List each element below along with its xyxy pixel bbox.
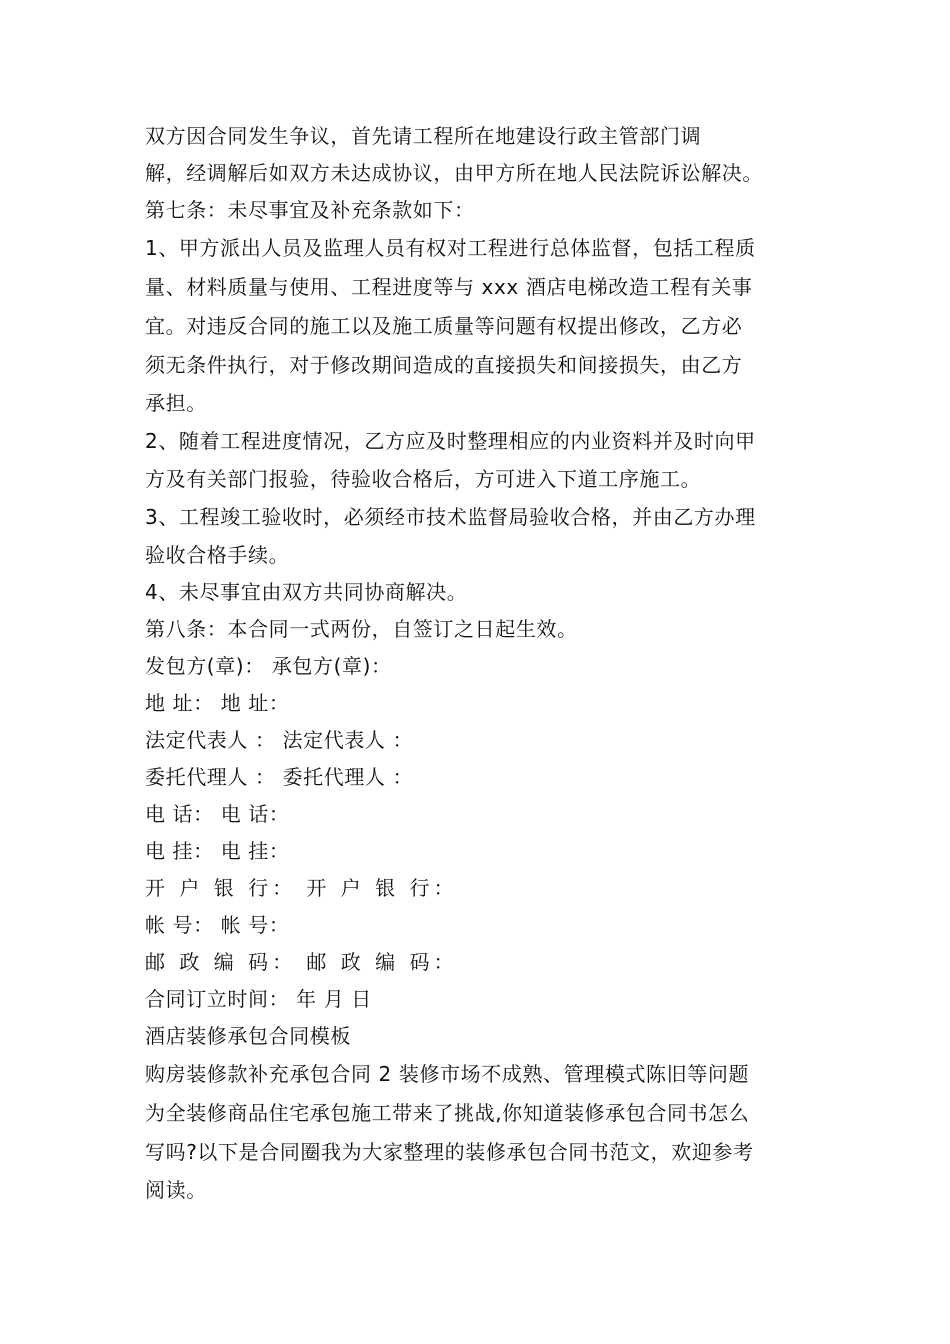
clause-3-line-2: 验收合格手续。 — [145, 543, 290, 567]
clause-2-line-1: 2、随着工程进度情况，乙方应及时整理相应的内业资料并及时向甲 — [145, 429, 756, 453]
clause-1-line-5: 承担。 — [145, 391, 207, 415]
intro-line-3: 写吗?以下是合同圈我为大家整理的装修承包合同书范文，欢迎参考 — [145, 1140, 754, 1164]
clause-3-line-1: 3、工程竣工验收时，必须经市技术监督局验收合格，并由乙方办理 — [145, 505, 756, 529]
telegraph-line: 电 挂： 电 挂： — [145, 839, 290, 863]
clause-1-line-2: 量、材料质量与使用、工程进度等与 xxx 酒店电梯改造工程有关事 — [145, 275, 753, 299]
clause-1-line-1: 1、甲方派出人员及监理人员有权对工程进行总体监督，包括工程质 — [145, 236, 756, 260]
party-seal-line: 发包方(章)： 承包方(章)： — [145, 654, 392, 678]
address-line: 地 址： 地 址： — [145, 691, 290, 715]
template-title: 酒店装修承包合同模板 — [145, 1024, 351, 1048]
intro-line-1: 购房装修款补充承包合同 2 装修市场不成熟、管理模式陈旧等问题 — [145, 1062, 750, 1086]
postcode-line: 邮 政 编 码： 邮 政 编 码： — [145, 950, 458, 974]
article-8-line: 第八条：本合同一式两份，自签订之日起生效。 — [145, 617, 578, 641]
clause-2-line-2: 方及有关部门报验，待验收合格后，方可进入下道工序施工。 — [145, 467, 702, 491]
text-line-1: 双方因合同发生争议，首先请工程所在地建设行政主管部门调 — [145, 124, 702, 148]
clause-1-line-4: 须无条件执行，对于修改期间造成的直接损失和间接损失，由乙方 — [145, 353, 743, 377]
bank-line: 开 户 银 行： 开 户 银 行： — [145, 876, 458, 900]
contract-date-line: 合同订立时间： 年 月 日 — [145, 987, 372, 1011]
account-line: 帐 号： 帐 号： — [145, 913, 290, 937]
text-line-2: 解，经调解后如双方未达成协议，由甲方所在地人民法院诉讼解决。 — [145, 161, 763, 185]
intro-line-4: 阅读。 — [145, 1178, 207, 1202]
legal-rep-line: 法定代表人 ： 法定代表人 ： — [145, 728, 414, 752]
document-body — [145, 118, 815, 1209]
phone-line: 电 话： 电 话： — [145, 802, 290, 826]
agent-line: 委托代理人 ： 委托代理人 ： — [145, 765, 414, 789]
article-7-heading: 第七条：未尽事宜及补充条款如下： — [145, 198, 475, 222]
clause-4-line: 4、未尽事宜由双方共同协商解决。 — [145, 580, 468, 604]
intro-line-2: 为全装修商品住宅承包施工带来了挑战,你知道装修承包合同书怎么 — [145, 1101, 750, 1125]
clause-1-line-3: 宜。对违反合同的施工以及施工质量等问题有权提出修改，乙方必 — [145, 314, 743, 338]
